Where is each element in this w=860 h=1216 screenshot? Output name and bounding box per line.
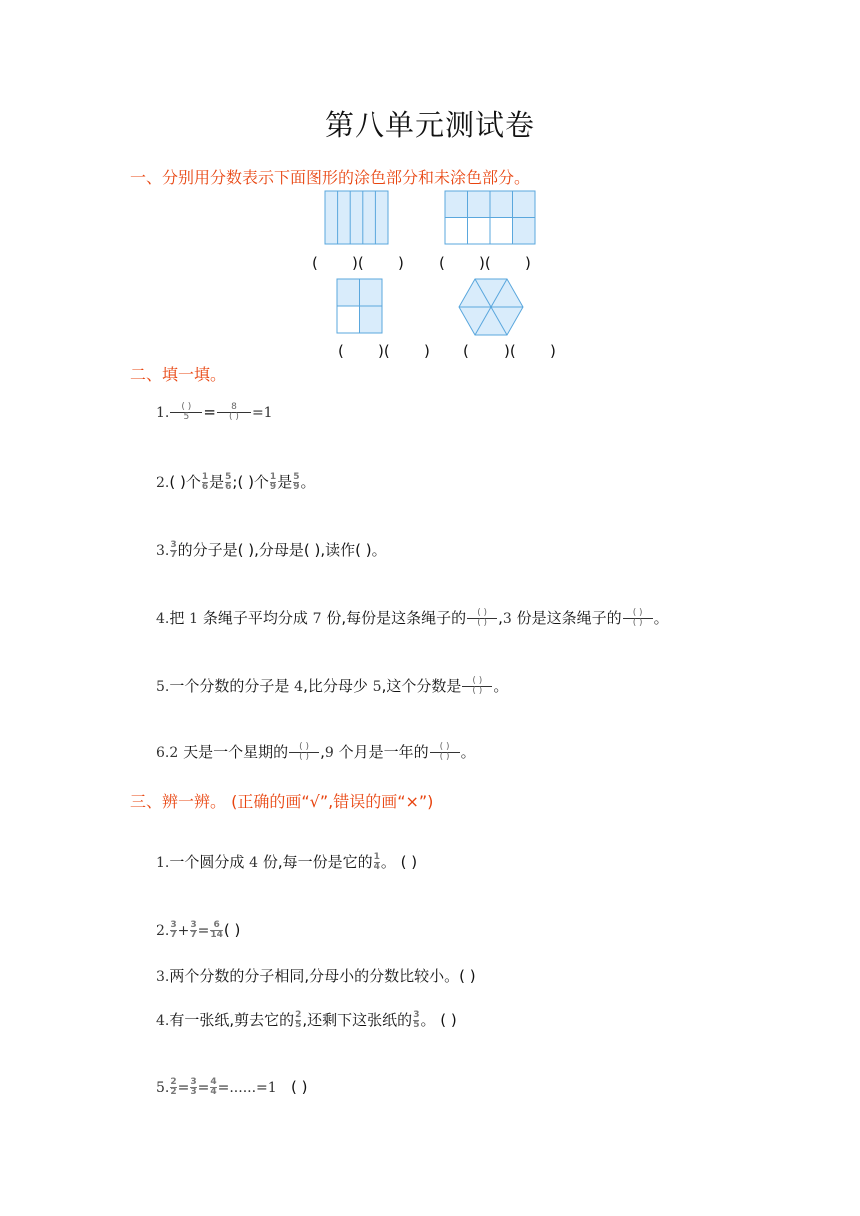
fill-question-2: 2.( )个 $\frac{1}{6}$ 是 $\frac{5}{6}$ ;( )个 $\frac{1}{9}$ 是 $\frac{5}{9}$ 。 bbox=[156, 472, 316, 492]
figure-hexagon-six-parts bbox=[458, 277, 524, 337]
fraction: $\frac{1}{9}$ bbox=[269, 472, 277, 492]
judge-question-2: 2. $\frac{3}{7}$ + $\frac{3}{7}$ = $\frac{6}{14}$ ( ) bbox=[156, 920, 241, 940]
fraction: $\frac{5}{6}$ bbox=[225, 472, 232, 492]
judge-question-5: 5. $\frac{2}{2}$ = $\frac{3}{3}$ = $\frac{4}{4}$ =......=1 ( ) bbox=[156, 1077, 308, 1097]
fraction: $\frac{3}{7}$ bbox=[170, 920, 177, 940]
judge-question-1: 1.一个圆分成 4 份,每一份是它的 $\frac{1}{4}$ 。 ( ) bbox=[156, 852, 418, 872]
fill-question-4: 4.把 1 条绳子平均分成 7 份,每份是这条绳子的 ( ) ( ) ,3 份是这条绳子的 ( ) ( ) 。 bbox=[156, 608, 669, 628]
figure-blanks-row-1 bbox=[0, 254, 860, 274]
blank-paren: ( bbox=[312, 254, 318, 272]
fraction: $\frac{4}{4}$ bbox=[210, 1077, 217, 1097]
fill-question-5: 5.一个分数的分子是 4,比分母少 5,这个分数是 ( ) ( ) 。 bbox=[156, 676, 509, 696]
fraction-blank: 8 ( ) bbox=[217, 403, 251, 422]
fraction: $\frac{3}{3}$ bbox=[190, 1077, 197, 1097]
fill-question-6: 6.2 天是一个星期的 ( ) ( ) ,9 个月是一年的 ( ) ( ) 。 bbox=[156, 742, 476, 762]
figure-rect-five-strips bbox=[324, 190, 390, 246]
blank-paren: ) bbox=[424, 342, 430, 360]
fraction-blank: ( ) ( ) bbox=[462, 677, 492, 696]
judge-question-4: 4.有一张纸,剪去它的 $\frac{2}{5}$ ,还剩下这张纸的 $\frac{3}{5}$ 。 ( ) bbox=[156, 1010, 457, 1030]
fraction: $\frac{5}{9}$ bbox=[293, 472, 300, 492]
figure-blanks-row-2 bbox=[0, 342, 860, 362]
fraction: $\frac{3}{7}$ bbox=[170, 540, 177, 560]
blank-paren: ) bbox=[398, 254, 404, 272]
blank-paren: )( bbox=[378, 342, 390, 360]
fraction: $\frac{1}{6}$ bbox=[201, 472, 209, 492]
blank-paren: ( bbox=[439, 254, 445, 272]
fraction-blank: ( ) ( ) bbox=[623, 609, 653, 628]
fraction: $\frac{6}{14}$ bbox=[210, 920, 223, 940]
fraction: $\frac{3}{5}$ bbox=[413, 1010, 420, 1030]
section-2-heading: 二、填一填。 bbox=[130, 365, 227, 384]
fraction: $\frac{1}{4}$ bbox=[373, 852, 380, 872]
figure-square-two-by-two bbox=[336, 278, 384, 336]
blank-paren: ( bbox=[338, 342, 344, 360]
blank-paren: ) bbox=[525, 254, 531, 272]
fill-question-1: 1. ( ) 5 = 8 ( ) =1 bbox=[156, 402, 273, 422]
blank-paren: )( bbox=[479, 254, 491, 272]
fraction: $\frac{2}{2}$ bbox=[170, 1077, 177, 1097]
fraction-blank: ( ) ( ) bbox=[289, 743, 319, 762]
blank-paren: )( bbox=[504, 342, 516, 360]
fraction-blank: ( ) ( ) bbox=[467, 609, 497, 628]
section-1-heading: 一、分别用分数表示下面图形的涂色部分和未涂色部分。 bbox=[130, 168, 531, 187]
fraction: $\frac{2}{5}$ bbox=[295, 1010, 302, 1030]
fraction-blank: ( ) 5 bbox=[170, 403, 202, 422]
judge-question-3: 3.两个分数的分子相同,分母小的分数比较小。( ) bbox=[156, 967, 476, 985]
fraction: $\frac{3}{7}$ bbox=[190, 920, 197, 940]
section-3-heading: 三、辨一辨。 (正确的画“√”,错误的画“×”) bbox=[130, 792, 434, 811]
fraction-blank: ( ) ( ) bbox=[430, 743, 460, 762]
blank-paren: )( bbox=[352, 254, 364, 272]
fill-question-3: 3. $\frac{3}{7}$ 的分子是( ),分母是( ),读作( )。 bbox=[156, 540, 387, 560]
page-title: 第八单元测试卷 bbox=[324, 108, 535, 142]
figure-grid-two-by-four bbox=[444, 190, 537, 246]
blank-paren: ) bbox=[550, 342, 556, 360]
blank-paren: ( bbox=[463, 342, 469, 360]
